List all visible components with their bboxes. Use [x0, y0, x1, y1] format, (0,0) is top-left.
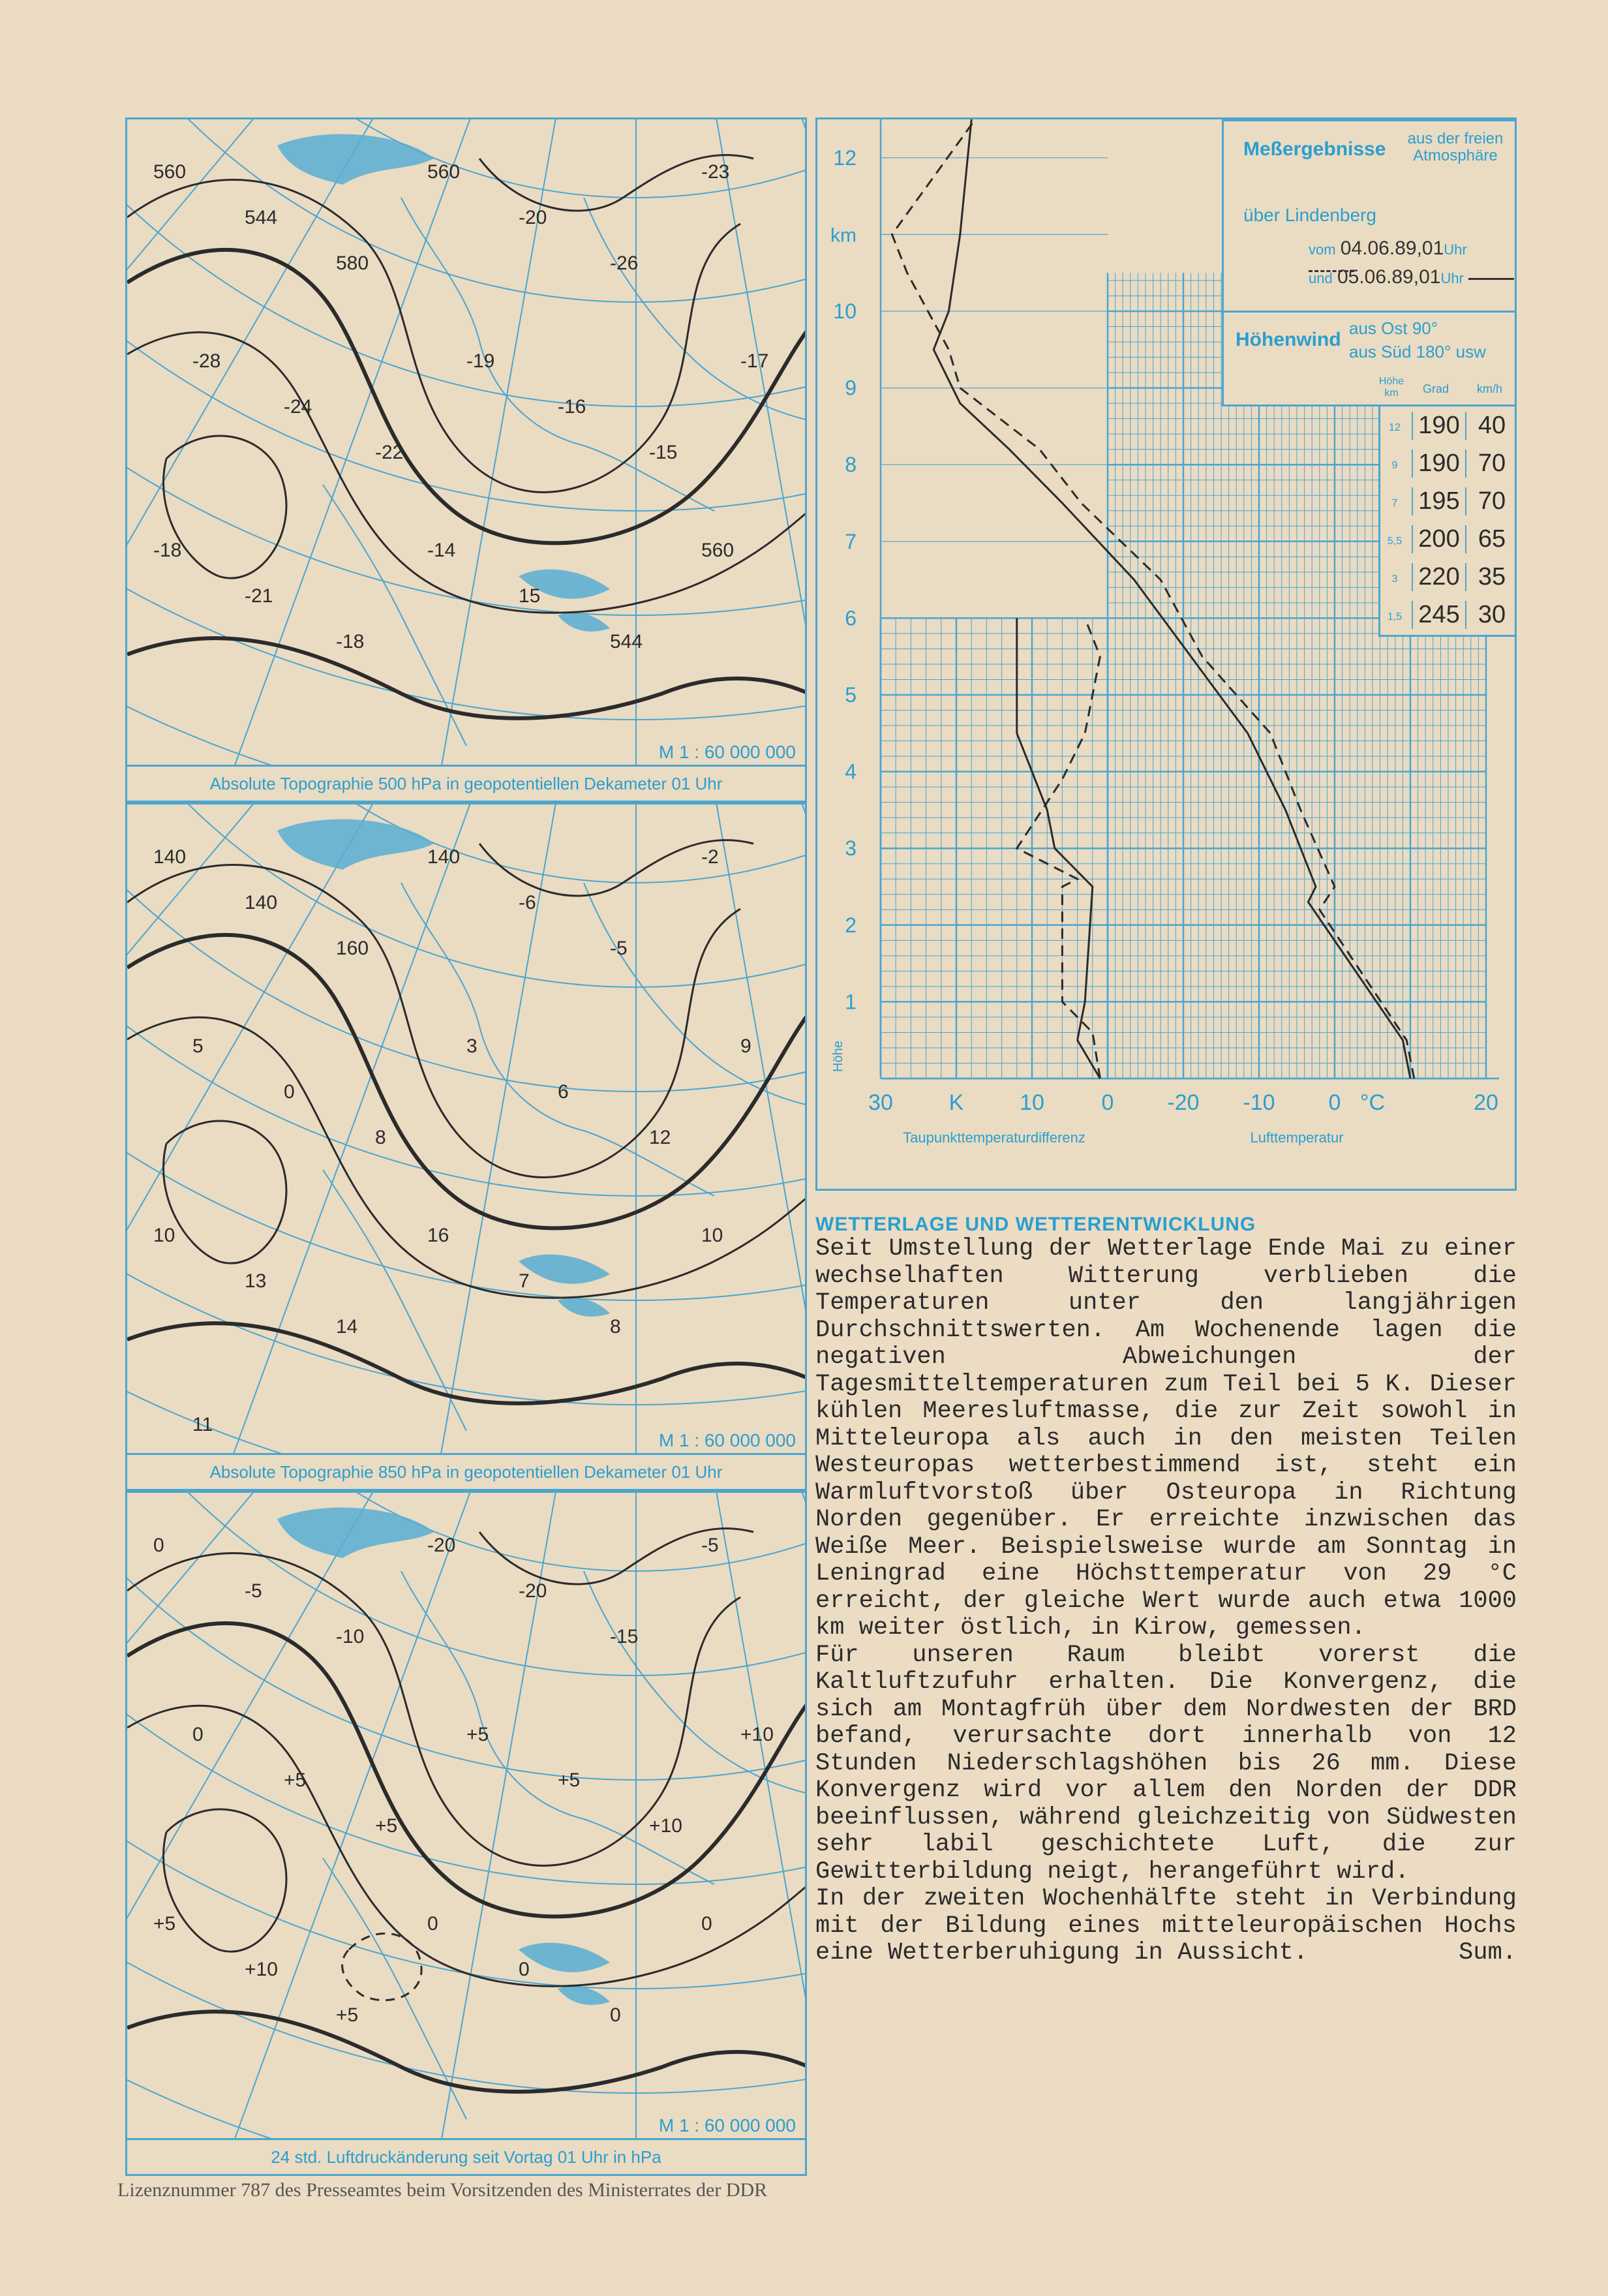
wind-row-height: 1,5	[1387, 611, 1403, 622]
y-tick-label: 1	[845, 990, 857, 1014]
latitude-circle	[127, 804, 807, 1457]
wind-row-direction: 190	[1412, 450, 1465, 478]
wind-row-speed: 70	[1465, 487, 1517, 515]
meridian-line	[127, 804, 636, 1312]
sounding-date2-row	[1309, 266, 1514, 288]
latitude-circle	[127, 804, 807, 1457]
isoline-label: 560	[153, 161, 187, 183]
isoline	[127, 1623, 807, 1917]
latitude-circle	[127, 119, 807, 772]
isoline-label: 560	[701, 540, 735, 561]
isoline	[127, 250, 807, 543]
wind-row	[1380, 482, 1517, 520]
wind-row-direction: 190	[1412, 412, 1465, 440]
isoline-label: 140	[427, 846, 461, 868]
coastline	[401, 198, 714, 511]
latitude-circle	[127, 804, 807, 883]
isoline	[127, 935, 807, 1229]
isoline-label: -2	[701, 846, 719, 868]
isoline-label: +5	[466, 1724, 489, 1745]
wind-row-height: 7	[1391, 498, 1398, 509]
map-500hpa	[125, 117, 807, 803]
y-tick-label: 2	[845, 913, 857, 937]
wind-row-height: 5,5	[1387, 536, 1403, 547]
latitude-circle	[127, 1493, 807, 2145]
isoline-label: -17	[740, 350, 769, 372]
y-tick-label: 7	[845, 529, 857, 553]
isoline	[342, 1933, 422, 2000]
water-area	[558, 613, 610, 632]
y-tick-label: 9	[845, 376, 857, 400]
x-tick-label: 0	[1328, 1090, 1341, 1115]
isoline-label: 0	[192, 1724, 204, 1745]
isoline-label: +10	[740, 1724, 774, 1745]
isoline-label: 10	[153, 1225, 175, 1246]
isoline	[127, 865, 740, 1178]
meridian-line	[376, 119, 639, 772]
isoline-label: -19	[466, 350, 495, 372]
isoline-label: 16	[427, 1225, 449, 1246]
wind-row	[1380, 558, 1517, 596]
map-labels	[153, 161, 768, 652]
license-footer: Lizenznummer 787 des Presseamtes beim Vorsitzenden des Ministerrates der DDR	[117, 2179, 768, 2201]
isoline	[163, 1809, 286, 1952]
latitude-circle	[127, 1493, 807, 2145]
map-850hpa-caption: Absolute Topographie 850 hPa in geopotentiellen Dekameter 01 Uhr	[127, 1453, 805, 1489]
wind-row-speed: 30	[1465, 601, 1517, 629]
y-tick-label: 6	[845, 606, 857, 630]
map-isolines	[127, 1529, 807, 2092]
isoline-label: -22	[375, 442, 404, 463]
isoline-label: 580	[336, 253, 369, 274]
wind-title: Höhenwind	[1236, 329, 1341, 350]
isoline-label: 140	[245, 892, 278, 913]
x-right-ticks	[1167, 1090, 1498, 1115]
x-tick-label: 10	[1020, 1090, 1044, 1115]
water-area	[558, 1986, 610, 2005]
isoline-label: -18	[153, 540, 182, 561]
latitude-circle	[127, 119, 807, 772]
map-coastlines	[323, 1571, 806, 2119]
sounding-title: Meßergebnisse	[1243, 138, 1386, 160]
article-paragraph-1: Seit Umstellung der Wetterlage Ende Mai zu einer wechselhaften Witterung verblieben die Temperaturen unter den langjährigen Durchschnittswerten. Am Wochenende lagen die negativen Abweichungen der Tagesmitteltemperaturen zum Teil bei 5 K. Dieser kühlen Meeresluftmasse, die zur Zeit sowohl in Mitteleuropa als auch in den meisten Teilen Westeuropas wetterbestimmend ist, steht ein Warmluftvorstoß über Osteuropa in Richtung Norden gegenüber. Er erreichte inzwischen das Weiße Meer. Beispielsweise wurde am Sonntag in Leningrad eine Höchsttemperatur von 29 °C erreicht, der gleiche Wert wurde auch etwa 1000 km weiter östlich, in Kirow, gemessen.	[815, 1235, 1517, 1642]
map-850hpa-drawing	[127, 804, 807, 1457]
x-tick-label: 0	[1101, 1090, 1114, 1115]
map-isolines	[127, 840, 807, 1403]
y-tick-group	[833, 146, 857, 1014]
x-left-ticks	[868, 1090, 1114, 1115]
isoline	[127, 180, 740, 493]
isoline-label: 7	[519, 1270, 530, 1292]
map-500hpa-caption: Absolute Topographie 500 hPa in geopotentiellen Dekameter 01 Uhr	[127, 765, 805, 801]
sounding-diagram	[815, 117, 1517, 1191]
isoline-label: 560	[427, 161, 461, 183]
y-tick-label: 10	[833, 299, 857, 323]
wind-row-direction: 195	[1412, 487, 1465, 515]
y-tick-label: 3	[845, 836, 857, 861]
map-coastlines	[323, 198, 806, 746]
col-speed-label: km/h	[1477, 382, 1503, 395]
x-label-temperature: Lufttemperatur	[1250, 1129, 1344, 1146]
meridian-line	[376, 804, 636, 1457]
isoline-label: -6	[519, 892, 536, 913]
y-tick-label: 5	[845, 683, 857, 707]
article	[815, 1214, 1517, 2176]
x-tick-label: K	[948, 1090, 964, 1115]
latitude-circle	[127, 804, 807, 1457]
solid-legend-line	[1468, 278, 1514, 280]
isoline-label: +5	[284, 1769, 307, 1791]
x-tick-label: °C	[1359, 1090, 1386, 1115]
sounding-header	[1222, 119, 1517, 406]
article-signature: Sum.	[1459, 1939, 1517, 1967]
isoline-label: 6	[558, 1081, 569, 1103]
date2-prefix: und	[1309, 270, 1333, 286]
isoline-label: 8	[610, 1316, 621, 1338]
coastline	[323, 485, 466, 746]
isoline-label: -15	[649, 442, 678, 463]
isoline-label: -5	[701, 1535, 719, 1556]
wind-note-south: aus Süd 180° usw	[1349, 342, 1486, 361]
sounding-station: über Lindenberg	[1243, 205, 1376, 225]
map-graticule	[127, 804, 807, 1457]
map-500hpa-scale: M 1 : 60 000 000	[655, 742, 800, 763]
isoline-label: -14	[427, 540, 456, 561]
y-tick-label: 4	[845, 759, 857, 784]
isoline-label: 0	[701, 1913, 712, 1935]
hoehe-axis-label: Höhe	[831, 1041, 845, 1072]
date2-uhr: Uhr	[1440, 270, 1464, 286]
latitude-circle	[127, 1493, 807, 2145]
isoline-label: -21	[245, 585, 273, 607]
isoline-label: 5	[192, 1035, 204, 1057]
wind-row-speed: 35	[1465, 563, 1517, 591]
y-tick-label: 12	[833, 145, 857, 170]
latitude-circle	[127, 1493, 807, 2093]
isoline-label: 544	[610, 631, 643, 652]
isoline-label: 544	[245, 207, 278, 228]
wind-row	[1380, 520, 1517, 558]
isoline-label: -20	[519, 1580, 547, 1602]
isoline-label: 14	[336, 1316, 358, 1338]
wind-row-speed: 70	[1465, 450, 1517, 478]
wind-row-direction: 200	[1412, 525, 1465, 553]
map-pressure-change-caption: 24 std. Luftdruckänderung seit Vortag 01 Uhr in hPa	[127, 2138, 805, 2174]
date1-uhr: Uhr	[1444, 241, 1467, 258]
map-850hpa	[125, 803, 807, 1491]
isoline-label: 10	[701, 1225, 723, 1246]
isoline-label: 3	[466, 1035, 478, 1057]
meridian-line	[127, 1493, 639, 2000]
wind-table	[1378, 405, 1517, 637]
sounding-subtitle: aus der freien Atmosphäre	[1407, 130, 1504, 164]
isoline-label: -24	[284, 396, 312, 418]
wind-row	[1380, 406, 1517, 444]
isoline-label: 0	[153, 1535, 164, 1556]
isoline-label: 8	[375, 1127, 386, 1148]
isoline-label: +5	[336, 2004, 359, 2026]
isoline	[127, 1554, 740, 1866]
y-tick-label: 8	[845, 453, 857, 477]
map-850hpa-scale: M 1 : 60 000 000	[655, 1430, 800, 1451]
isoline-label: 0	[284, 1081, 295, 1103]
map-graticule	[127, 119, 807, 772]
col-dir-label: Grad	[1423, 382, 1449, 395]
meridian-line	[127, 119, 639, 627]
isoline	[127, 1706, 807, 1986]
coastline	[323, 1170, 466, 1431]
isoline-label: 9	[740, 1035, 751, 1057]
isoline-label: 0	[427, 1913, 438, 1935]
date2-value: 05.06.89,01	[1337, 266, 1441, 288]
wind-row-height: 9	[1391, 460, 1398, 471]
isoline-label: -5	[610, 938, 628, 959]
latitude-circle	[127, 1493, 807, 1571]
isoline-label: -28	[192, 350, 221, 372]
map-500hpa-drawing	[127, 119, 807, 772]
x-label-dewpoint: Taupunkttemperaturdifferenz	[903, 1129, 1085, 1146]
wind-row-speed: 40	[1465, 412, 1517, 440]
coastline	[401, 1571, 714, 1884]
isoline-label: +5	[375, 1815, 398, 1837]
wind-row-height: 3	[1391, 574, 1398, 585]
isoline	[163, 1121, 286, 1263]
wind-row	[1380, 596, 1517, 634]
km-axis-label: km	[830, 224, 857, 247]
water-area	[519, 1943, 610, 1972]
map-pressure-change-drawing	[127, 1493, 807, 2145]
x-tick-label: 30	[868, 1090, 893, 1115]
wind-row	[1380, 444, 1517, 482]
water-area	[277, 819, 434, 870]
article-paragraph-3-text: In der zweiten Wochenhälfte steht in Verbindung mit der Bildung eines mitteleuropäischen Hochs eine Wetterberuhigung in Aussicht.	[815, 1885, 1517, 1967]
latitude-circle	[127, 119, 807, 772]
water-area	[277, 134, 434, 185]
col-height-label: Höhe km	[1378, 376, 1404, 399]
water-area	[558, 1298, 610, 1317]
isoline-label: -5	[245, 1580, 262, 1602]
article-paragraph-2: Für unseren Raum bleibt vorerst die Kaltluftzufuhr erhalten. Die Konvergenz, die sich am Montagfrüh über dem Nordwesten der BRD befand, verursachte dort innerhalb von 12 Stunden Niederschlagshöhen bis 26 mm. Diese Konvergenz wird vor allem den Norden der DDR beeinflussen, während gleichzeitig von Südwesten sehr labil geschichtete Luft, die zur Gewitterbildung neigt, herangeführt wird.	[815, 1641, 1517, 1886]
date1-value: 04.06.89,01	[1340, 237, 1444, 259]
isoline-label: -23	[701, 161, 730, 183]
isoline-label: +5	[558, 1769, 581, 1791]
isoline-label: +10	[649, 1815, 682, 1837]
isoline-label: 160	[336, 938, 369, 959]
wind-row-direction: 220	[1412, 563, 1465, 591]
isoline-label: +10	[245, 1959, 278, 1980]
isoline-label: -26	[610, 253, 639, 274]
x-tick-label: -10	[1243, 1090, 1275, 1115]
water-area	[519, 1255, 610, 1284]
isoline	[127, 1017, 807, 1298]
latitude-circle	[127, 119, 807, 720]
wind-row-height: 12	[1389, 422, 1401, 433]
isoline-label: 13	[245, 1270, 267, 1292]
map-coastlines	[323, 883, 806, 1431]
map-labels	[153, 1535, 774, 2026]
article-title: WETTERLAGE UND WETTERENTWICKLUNG	[815, 1214, 1256, 1235]
map-pressure-change	[125, 1491, 807, 2176]
isoline	[163, 436, 286, 578]
wind-row-direction: 245	[1412, 601, 1465, 629]
isoline-label: 12	[649, 1127, 671, 1148]
meridian-line	[376, 1493, 639, 2145]
isoline-label: 0	[519, 1959, 530, 1980]
wind-note-east: aus Ost 90°	[1349, 318, 1438, 338]
isoline-label: -18	[336, 631, 365, 652]
isoline-label: 15	[519, 585, 541, 607]
coastline	[323, 1858, 466, 2119]
wind-row-speed: 65	[1465, 525, 1517, 553]
isoline-label: -20	[427, 1535, 456, 1556]
isoline-label: 140	[153, 846, 187, 868]
isoline-label: -10	[336, 1626, 365, 1647]
latitude-circle	[127, 119, 807, 198]
article-paragraph-3	[815, 1886, 1517, 1967]
x-tick-label: -20	[1167, 1090, 1200, 1115]
x-tick-label: 20	[1474, 1090, 1498, 1115]
coastline	[401, 883, 714, 1196]
date1-prefix: vom	[1309, 241, 1336, 258]
latitude-circle	[127, 804, 807, 1405]
isoline	[127, 332, 807, 613]
map-pressure-change-scale: M 1 : 60 000 000	[655, 2115, 800, 2136]
isoline-label: +5	[153, 1913, 176, 1935]
map-isolines	[127, 155, 807, 718]
isoline-label: 11	[192, 1414, 213, 1435]
isoline-label: -16	[558, 396, 586, 418]
water-area	[277, 1508, 434, 1558]
map-graticule	[127, 1493, 807, 2145]
isoline-label: 0	[610, 2004, 621, 2026]
isoline-label: -20	[519, 207, 547, 228]
isoline-label: -15	[610, 1626, 639, 1647]
